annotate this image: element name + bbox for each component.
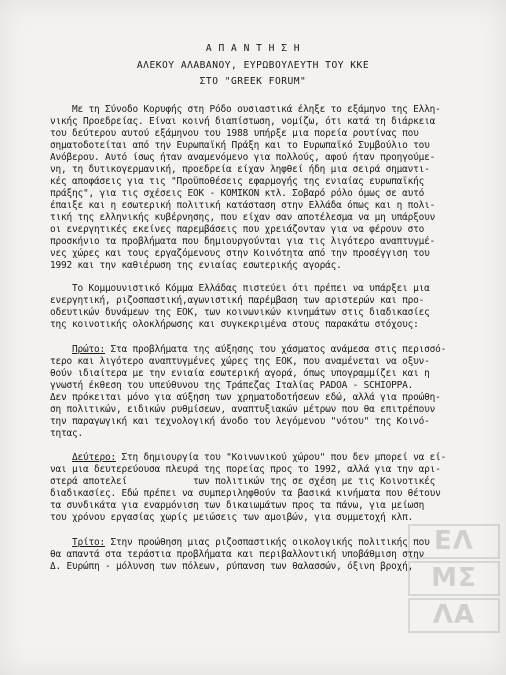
text-line: γνωστή έκθεση του υπεύθυνου της Τράπεζας Ιταλίας PADOA - SCHIOPPA.: [50, 380, 414, 391]
document-subtitle: ΑΛΕΚΟΥ ΑΛΑΒΑΝΟΥ, ΕΥΡΩΒΟΥΛΕΥΤΗ ΤΟΥ ΚΚΕ: [136, 60, 370, 71]
text-line: κές αποφάσεις για τις "Προϋποθέσεις εφαρμογής της ενιαίας ευρωπαϊκής: [50, 176, 425, 187]
text-line: τερο και λιγότερο αναπτυγμένες χώρες της ΕΟΚ, που αναμένεται να οξυν-: [50, 356, 430, 367]
text-line: τητας.: [50, 428, 84, 439]
text-line: οδευτικών δυνάμεων της ΕΟΚ, των κοινωνικών κινημάτων στις διαδικασίες: [50, 307, 430, 318]
text-line: Πρώτο: Στα προβλήματα της αύξησης του χάσματος ανάμεσα στις περισσό-: [72, 344, 447, 355]
text-line: 1992 και την καθιέρωση της ενιαίας εσωτερικής αγοράς.: [50, 260, 342, 271]
text-line: του χρόνου εργασίας χωρίς μειώσεις των αμοιβών, για συμμετοχή κλπ.: [50, 512, 414, 523]
text-line: προσκήνιο τα προβλήματα που δημιουργούνται για τις λιγότερο αναπτυγμέ-: [50, 236, 436, 247]
document-publication: ΣΤΟ "GREEK FORUM": [199, 76, 307, 87]
text-line: νη, τη δυτικογερμανική, προεδρεία είχαν ληφθεί ήδη μια σειρά σημαντι-: [50, 164, 430, 175]
text-line: Με τη Σύνοδο Κορυφής στη Ρόδο ουσιαστικά έληξε το εξάμηνο της Ελλη-: [50, 104, 441, 115]
text-line: την παραγωγική και τεχνολογική άνοδο του λεγόμενου "νότου" της Κοινό-: [50, 416, 430, 427]
text-line: του δεύτερου αυτού εξάμηνου του 1988 υπήρξε μια πορεία ρουτίνας που: [50, 128, 419, 139]
text-line: Δ. Ευρώπη - μόλυνση των πόλεων, ρύπανση των θαλασσών, όξινη βροχή,: [50, 561, 414, 572]
text-line: Τρίτο: Στην προώθηση μιας ριζοσπαστικής οικολογικής πολιτικής που: [72, 537, 430, 548]
text-line: της κοινοτικής ολοκλήρωσης και συγκεκριμένα στους παρακάτω στόχους:: [50, 319, 419, 330]
text-line: διαδικασίες. Εδώ πρέπει να συμπεριληφθούν τα βασικά κινήματα που θέτουν: [50, 488, 441, 499]
archive-stamp-watermark: [408, 522, 500, 630]
stamp-line: ΜΣ: [408, 561, 500, 596]
text-line: Δεν πρόκειται μόνο για αύξηση των χρηματοδοτήσεων εδώ, αλλά για προώθη-: [50, 392, 441, 403]
text-line: οι ενεργητικές εκείνες παρεμβάσεις που χρειάζονταν για να φέρουν στο: [50, 224, 425, 235]
document-title: Α Π Α Ν Τ Η Σ Η: [205, 43, 301, 54]
underlined-heading: Πρώτο:: [72, 344, 106, 355]
text-line: πράξης", για τις σχέσεις ΕΟΚ - ΚΟΜΙΚΟΝ κτλ. Σοβαρό ρόλο όμως σε αυτό: [50, 188, 425, 199]
text-line: τική της ελληνικής κυβέρνησης, που είχαν σαν αποτέλεσμα να μη υπάρξουν: [50, 212, 436, 223]
text-line: Ανόβερου. Αυτό ίσως ήταν αναμενόμενο για πολλούς, αφού ήταν προηγούμε-: [50, 152, 436, 163]
stamp-line: ΕΛ: [408, 524, 500, 559]
text-line: Το Κομμουνιστικό Κόμμα Ελλάδας πιστεύει ότι πρέπει να υπάρξει μια: [50, 283, 430, 294]
text-line: ενεργητική, ριζοσπαστική,αγωνιστική παρέμβαση των αριστερών και προ-: [50, 295, 425, 306]
text-line: έπαιξε και η εσωτερική πολιτική κατάσταση στην Ελλάδα όπως και η πολι-: [50, 200, 436, 211]
text-line: στερά αποτελεί των πολιτικών της σε σχέση με τις Κοινοτικές: [50, 476, 436, 487]
text-line: ση πολιτικών, ειδικών ρυθμίσεων, αναπτυξιακών μέτρων που θα επιτρέπουν: [50, 404, 436, 415]
text-line: θα απαντά στα τεράστια προβλήματα και περιβαλλοντική υποβάθμιση στην: [50, 549, 425, 560]
stamp-line: ΛΑ: [408, 598, 500, 633]
text-line: θούν ιδιαίτερα με την ενιαία εσωτερική αγορά, όπως υπογραμμίζει και η: [50, 368, 430, 379]
text-line: νικής Προεδρείας. Είναι κοινή διαπίστωση, νομίζω, ότι κατά τη διάρκεια: [50, 116, 436, 127]
text-line: σηματοδοτείται από την Ευρωπαϊκή Πράξη και το Ευρωπαϊκό Συμβούλιο του: [50, 140, 430, 151]
underlined-heading: Δεύτερο:: [72, 452, 117, 463]
text-line: νες χώρες και τους εργαζόμενους στην Κοινότητα από την προσέγγιση του: [50, 248, 430, 259]
underlined-heading: Τρίτο:: [72, 537, 106, 548]
text-line: Δεύτερο: Στη δημιουργία του "Κοινωνικού χώρου" που δεν μπορεί να εί-: [72, 452, 447, 463]
text-line: ναι μια δευτερεύουσα πλευρά της πορείας προς το 1992, αλλά για την αρι-: [50, 464, 441, 475]
text-line: τα συνδικάτα για εναρμόνιση των δικαιωμάτων προς τα πάνω, για μείωση: [50, 500, 425, 511]
